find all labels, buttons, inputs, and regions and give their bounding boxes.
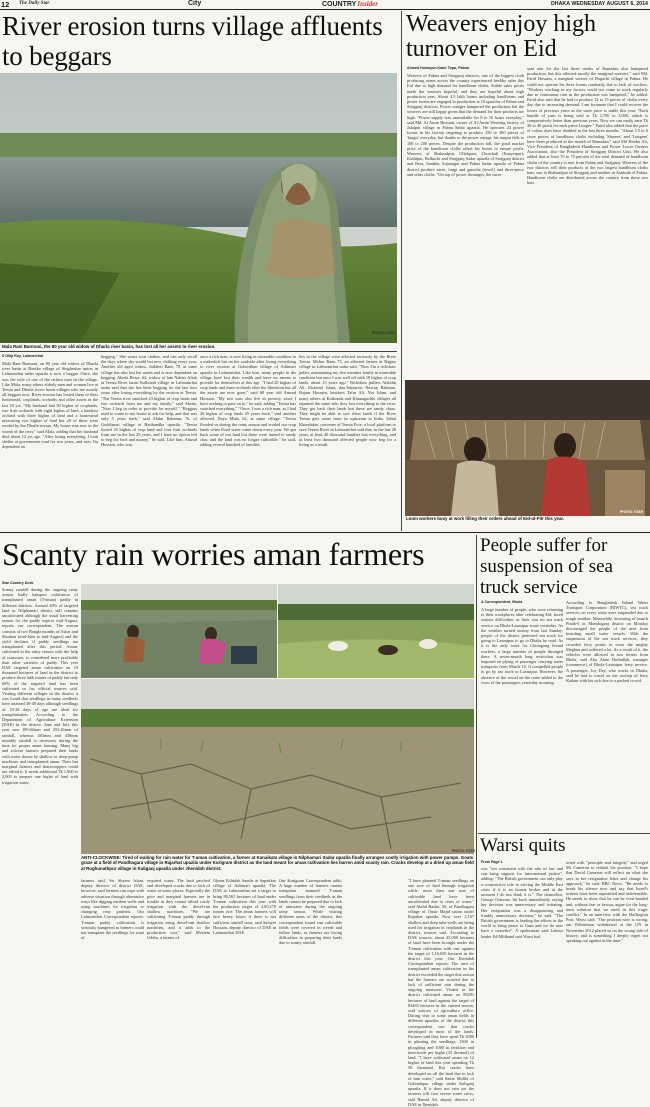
story3-side-column: "I have planned T-aman seedlings on one acre of land through irrigation while, more than one acre of cultivable land have been uncultivated due to crisis of water," said Abdul Bashir, 50, of Pandhagara village of Omar Majid union under Rajarhat upazila. Now over 2,167 shallow and deep tube-wells are being used for irrigation in croplands in the district, sources said. According to DAE sources, about 45,000 hectares of land have been brought under the T-aman cultivation with one against the target of 1,16,650 hectares in the district this year. Our Jhenidah Correspondent reports: The area of transplanted aman cultivation in the district exceeded the target this season but the farmers are worried due to lack of sufficient rain during the ongoing monsoon. Visited in the district cultivated aman on 89291 hectares of land against the target of 83465 hectares in the current season, said sources of agriculture office. During visit to some aman fields in different upazilas of the district this correspondent saw that cracks developed in most of the lands. Farmers said they have spent Tk 2000 in planting the seedlings, 1500 in ploughing and 1000 in fertilizer and insecticide per bigha (33 decimal) of land. "I have cultivated aman on 12 bighas of land this year spending Tk 50 thousand. But cracks have developed on all the land due to lack of rain water," said Sattar Mollik of Gobindapur village under Kaliganj upazila. If it does not rain yet the farmers will face severe water crisis, said Hamid Ali, deputy director of DAE in Jhenidah. [408, 878, 474, 1107]
story5-byline: From Page 1 [481, 860, 503, 864]
story4-column-2: According to Bangladesh Inland Water Transport Corporation (BIWTC), sea truck services on every route were suspended due to rough weather. Meanwhile, drowning of launch Pinak-6 in Munshiganj district on Monday discouraged the people of the area from boarding small water vessels. With the suspension of the sea truck services, they crowded ferry points to cross the mighty Meghna and suffered a lot. As a result of it, the vehicles were allowed in two ferries from Bhola, said Abu Alam Hasbullah, manager (commerce) of Bhola-Laxmipur ferry service. A passenger, Joy Dey, who works in Dhaka, said he had to travel on the rooftop of ferry Kadam with his sick due to a packed crowd. [566, 600, 648, 684]
story4-column-1: A large number of people, who were returning to their workplaces after celebrating Eid, faced serious difficulties as their was no sea truck service on Bhola-Laxmipur route yesterday. As the weather turned stormy from last Sunday, people of the district preferred sea truck for going to Laxmipur to go to Dhaka by road. As it is the only route for Chittagong bound workers, a large number of people thronged there. A seven-month long restriction was imposed on plying of passenger carrying water transports from March 15. It compelled people to go by sea truck to Laxmipur. However, the absence of the vessel on the route added to the woes of the passengers yesterday morning. [481, 607, 563, 685]
story4-byline: A Correspondent, Bhola [481, 600, 523, 604]
story3-column-2: farmers said. Sri Shyam Islam, deputy director of district DAE, however, said farmers can cope with adverse situation through alternative ways like digging earthen wells and using machines for irrigation or changing crop patterns. Our Lalmonirhat Correspondent reports: T-aman paddy cultivation is seriously hampered as farmers could not transplant the seedlings for want of [81, 878, 144, 941]
section-insider-label: Insider [357, 0, 378, 8]
story1-photo-credit: PHOTO: STAR [372, 331, 396, 335]
story1-caption: Mala Rani Barmoni, the 80 year old widow of Dharla river basin, has lost all her assets to river erosion. [2, 344, 216, 349]
story4-bottom-rule [478, 833, 650, 834]
story1-byline: S Dilip Roy, Lalmonirhat [2, 354, 44, 358]
page-number: 12 [1, 0, 10, 9]
story1-headline: River erosion turns village affluents to beggars [2, 11, 383, 71]
section-divider [0, 532, 650, 533]
story2-byline: Ahmed Humayun Kabir Topu, Pabna [407, 66, 470, 70]
story2-headline: Weavers enjoy high turnover on Eid [406, 11, 597, 62]
story2-photo-credit: PHOTO: STAR [620, 510, 644, 514]
story4-headline: People suffer for suspension of sea truck service [480, 535, 613, 598]
story1-caption-rule [0, 351, 397, 352]
paper-name: The Daily Star [19, 1, 50, 6]
story1-photo [0, 73, 397, 343]
story5-column-1: was "not consistent with the rule of law and can bring support for international justice", adding: "The British government can only play a constructive role in solving the Middle East crisis if it is an honest broker and at the moment I do not think it is." The chancellor, George Osborne, hit back immediately saying her decision was unnecessary and irritating. Her resignation was a disappointing and frankly unnecessary decision," he said. "The British government is leading the efforts in the world to bring peace to Gaza and we do now have a ceasefire". A spokesman said Labour leader Ed Miliband said Warsi had [481, 866, 563, 939]
story2-column-2: sant rain for the last three weeks of Ramadan also hampered production, but this affected mostly the marginal weavers," said Md. Farid Hossain, a marginal weaver of Dogachi village in Pabna. He could not operate his three looms randomly due to lack of workers. "Workers working in my factory could not come to work regularly due to continuous rain as the production was hampered," he added. Farid also said that he had to produce 12 to 15 pieces of cloths every day due to increasing demand. I am fortunate that I could recover the losses of previous years as the saree price is stable this year. "Each bundle of yarn is being sold at Tk 2,700 to 3,000, which is comparatively better than previous years. Now we can easily earn Tk 30 to 40 profit for each piece Lungee." Farid also added that the price of colour dyes have doubled in the last three months. "About 5.5 to 6 crore pieces of handloom cloths including 'Sharees' and 'Lungees' have been produced at the month of Ramadan," said Md Haidar Ali, Vice President of Bangladesh Handloom and Power Loom Owners Association, also the President of Sirajganj District Unit. He also added that at least 70 to 75 percent of the total demand of handloom cloths of the country is met from Pabna and Sirajganj. Weavers of the two districts sell their products at the two largest handloom cloths hats; one in Shahzadpur of Sirajganj and another in Ataikula of Pabna. Handloom cloths are distributed across the country from these two hats. [527, 66, 648, 186]
story3-photo-cracks [81, 679, 474, 854]
story3-photo-top [81, 584, 277, 678]
story3-photo-credit: PHOTO: STAR [452, 849, 476, 853]
story1-column-4: lies in the village were affected seriously by the River Teesta. Mohor Banu 75, an affected farmer at Rajpur village in Lalmonirhat sadar said, "Now I'm a rickshaw puller, maintaining my five member family in miserable condition but once I was well off with 18 bighas of crop lands, about 15 years ago." Rickshaw pullers Alabdin Ali, Khaimul Islam, day-labourers Nazrun Rahman, Bajaur Hossain, hawkers Tafur Ali, Nur Islam, and many others at Kolkonda and Khunagachhi villages all repeated the same tale; they lost everything to the river. They got back their lands but these are sandy chars. They might be able to sow these lands if the River Teesta gets water from its upstream in India. Sahul Khondakar, convener of Teesta Pore, a local platform to save Teesta River in Lalmonirhat said that, in the last 20 years, at least 40 thousand families lost everything, and at least two thousand affected people now beg for a living as a result. [299, 354, 396, 448]
dateline: DHAKA WEDNESDAY AUGUST 6, 2014 [550, 1, 648, 7]
story3-byline: Star Country Desk [2, 581, 34, 585]
story3-column-3: required water. The land parched and developed cracks due to lack of water at some places. Especially the poor and marginal farmers are in trouble as they cannot afford costly irrigation with the diesel-run shallow machines. "We are cultivating T-aman paddy through irrigation using diesel-run shallow machines, and it adds to the production cost," said Moslem Uddin, a farmer of [147, 878, 210, 941]
story5-headline: Warsi quits [480, 835, 566, 856]
farmer-irrigation-photo [81, 584, 277, 678]
story1-column-2: begging." She wears torn clothes, and can only recall the days where she would hot new clothing every year. Another old aged widow, Jaikheri Bani, 78, at same village has also lost her assets and is now dependent on begging. Abeda Bewa, 64, widow of late Nabier Aftab at Teesta River basin Kallinath village in Lalmonirhat sadar said that she has been begging for the last four years after losing everything by the erosion at Teesta. "The Teesta river snatched 23 bighas of crop lands and two orchards from me and my family," said Abeda, "Now I beg in order to provide for myself." "Beggars used to come to my house to ask for help, and that was only 5 years back," said Abdur Rahman, 76, of Goddimari village at Hatibandha upazila. "Teesta looted 35 bighas of crop land and four fruit orchards from me in the last 20 years, and I have no option left to beg for food and money," he said. Like him, Amzad Hossain, who was [101, 354, 197, 448]
story3-column-1: Scanty rainfall during the ongoing rainy season badly hampers cultivation of transplanted aman (T-aman) paddy in different districts. Around 40% of targeted land in Nilphamari district still remains uncultivated although the usual harvesting season for the paddy expires mid-August, reports our correspondent. The season consists of two Bangla months of Ashar and Shrabon (mid-June to mid-August) and the yield declines if paddy seedlings are transplanted after this period. Aman, cultivated in the rainy season with the help of rainwater, is considered more profitable than other varieties of paddy. This year DAE targeted aman cultivation on 19 thousand hectares of land in the district to produce three lakh tonnes of paddy but only 60% of the targeted land has been cultivated so far, official sources said. Visiting different villages in the district it was found that seedlings in many seedbeds have attained 30-40 days although seedlings of 18-28 days of age are ideal for transplantation. According to the Department of Agriculture Extension (DAE) in the district, June and July this year saw 189.62mm and 253.46mm of rainfall, whereas 403mm and 438mm monthly rainfall is necessary during the time for proper aman farming. Many big and solvent farmers prepared their lands with water drawn by shallow or deep pump machines and transplanted aman. Their but marginal farmers and sharecroppers could not afford it. It needs additional Tk 1,000 to 2,000 to prepare one bigha of land with irrigation water, [2, 587, 79, 785]
story1-column-1: Mala Rani Barmoni, an 80 year old widow of Dharla river basin at Bonika village of Singheshar union in Lalmonirhat sadar upazila is now a beggar. Once, she was the wife of one of the richest men in the village. Like Mala, many others elderly men and women live at Teesta and Dharla rivers basin villages who are mostly all beggars now. River erosion has looted them of their homestead, croplands, orchards and other assets in the last 20 yrs. "My husband had 30 bighas of croplands, two fruit orchards with eight bighas of land, a bamboo orchard with three bighas of land and a homestead measuring two bighas of land but all of these were eroded by the Dharla stream. My house was now in the womb of the river," said Mala, adding that her husband died about 12 yrs ago. "After losing everything, I took shelter at government road for two years, and now I'm dependent on [2, 361, 98, 450]
story2-column-1: Weavers of Pabna and Sirajganj districts, one of the biggest cloth producing zones across the country experienced healthy sales this Eid due to high demand for handloom cloths. Stable sales prices made the weavers hopeful, and they are hopeful about high production year. About 4.5 lakh looms including handlooms and power looms are engaged in production at 10 upazilas of Pabna and Sirajganj districts. Power outages hampered the production but the weavers are still happy given that the demand for their products are high. "Power supply was unavailable for 8 to 10 hours everyday," said Md. Al Amin Hossain, owner of Al-Amin Weaving factory of Jalalpur village in Pabna Sadar upazila. He operates 24 power looms in his factory targeting to produce 350 to 360 pieces of 'lungis' everyday, but thanks to the power outage, his output falls to 100 to 200 pieces. Despite the production fall, the good market price of the handloom cloths offset his losses to ensure profit. Weavers of Shahzadpur, Ullahpara, Chowhali (Enayetpur), Kashipur, Belkuchi and Sirajganj Sadar upazila of Sirajganj district and Bera, Santhia, Sujanagar and Pabna Sadar upazila of Pabna district produce saree, lungi and gamcha (towel) and three-piece and other cloths. "On top of power shortages, the inces- [407, 73, 524, 177]
story5-column-2: acted with "principle and integrity" and urged Mr Cameron to rethink his position. "I hope that David Cameron will reflect on what she says in her resignation letter and change his approach," he said. BBC News: "He needs to break his silence now and say that Israel's actions have been unjustified and indefensible. He needs to show that he can be even-handed and, without fear or favour, argue for the long-term solution that we need in this tragic conflict." In an interview with the Huffington Post, Warsi said: "Our position now is wrong, our Palestinian withdrawal at the UN in November 2012 placed us on the wrong side of history, and is something I deeply regret not speaking out against at the time." [566, 860, 648, 944]
story3-headline: Scanty rain worries aman farmers [2, 536, 425, 572]
widow-riverbank-photo [0, 73, 397, 343]
column-divider [401, 11, 402, 531]
story3-column-4: Ghona Kshidah Saudis at Sapatikar village of Aditmari upazila. The DAE in Lalmonirhat set a target to bring 80,565 hectares of land under T-aman cultivation this year with the production target of 2,00,270 tonnes rice. The aman farmers will face heavy losses if there is not sufficient rainfall soon, said Safayet Hossain, deputy director of DAE in Lalmonirhat DAE. [213, 878, 276, 936]
section-country-label: COUNTRY [322, 1, 357, 8]
cracked-field-photo [81, 679, 474, 854]
section-country [322, 0, 378, 8]
story2-photo [405, 380, 650, 516]
story3-photo-goats [278, 584, 474, 678]
story3-column-5: Our Kurigram Correspondent adds: A huge number of farmers cannot transplant matured T-aman seedlings from their seedbeds as the lands cannot be prepared due to lack of rainwater during the ongoing rainy season. While visiting different areas of the district, this correspondent found vast cultivable fields were covered in weeds and fallow lands, as farmers are facing difficulties in preparing their lands due to scanty rainfall. [279, 878, 342, 946]
story2-caption: Loom workers busy at work filling their orders ahead of Eid-ul-Fitr this year. [406, 516, 565, 521]
masthead [0, 0, 650, 9]
goats-grazing-photo [278, 584, 474, 678]
story1-column-3: once a rich man, is now living in miserable condition in a makeshift hut on the roadside after losing everything to river erosion at Gobordhan village of Aditmari upazila in Lalmonirhat. Like him, many people in the village have lost their wealth and have no means to provide for themselves at this age. "I had 20 bighas of crop lands and three orchards after the liberation but all the assets are now gone," said 68 year old Amzad Hossain. "My two sons also live in poverty, since I have nothing to pass on to," he said, adding "Teesta has snatched everything." "Once, I was a rich man, as I had 26 bighas of crop lands 25 years back," said another affected, Nayu Miah, 62, at same village. "Teesta flooded us during the rainy season and eroded our crop lands when flood water came down every year. We got back some of our land but these were turned to sandy char, and the land was no longer cultivable." he said, adding several hundred of families [200, 354, 296, 448]
story3-caption: ANTI-CLOCKWISE: Tired of waiting for rain water for T-aman cultivation, a farmer at Kanaikata village in Nilphamari Sadar upazila finally arranges costly irrigation with power pumps. Goats graze at a field of Pandhagara village in Rajarhat upazila under Kurigram district as the land meant for aman cultivation lies barren amid scanty rain. Cracks develop at a dried up aman field at Roghunathpur village in Kaliganj upazila under Jhenidah district. [81, 855, 474, 871]
right-column-divider [476, 535, 477, 1038]
section-city: City [188, 0, 202, 7]
loom-workers-photo [405, 380, 650, 516]
